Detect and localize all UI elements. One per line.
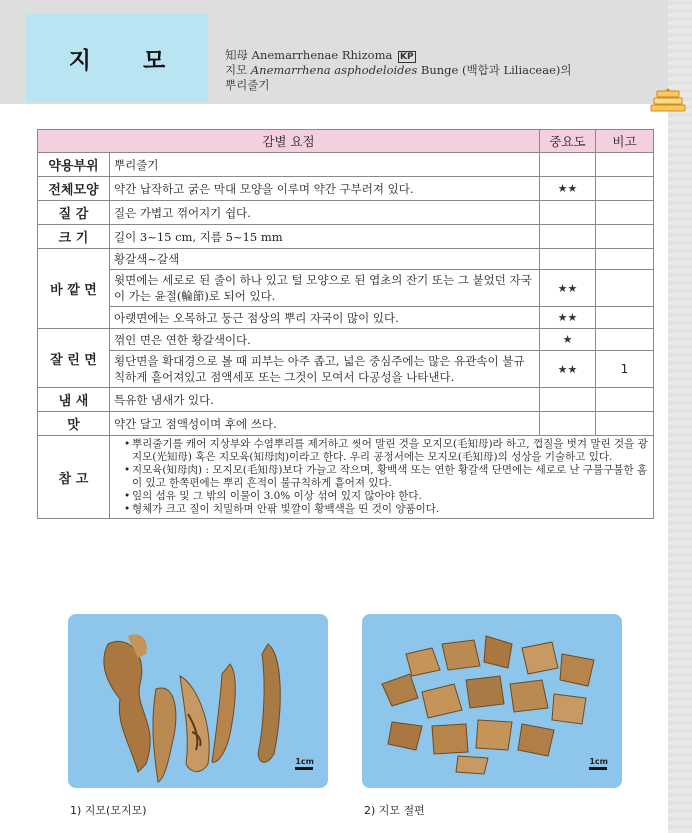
row-label: 전체모양 (38, 177, 110, 201)
row-description: 아랫면에는 오목하고 둥근 점상의 뿌리 자국이 많이 있다. (110, 307, 540, 329)
importance-stars: ★ (540, 329, 596, 351)
definition-line (225, 63, 655, 78)
reference-item: • 형체가 크고 질이 치밀하며 안팎 빛깔이 황백색을 띤 것이 양품이다. (124, 503, 649, 516)
row-description: 특유한 냄새가 있다. (110, 388, 540, 412)
header-key-points: 감별 요점 (38, 130, 540, 153)
reference-item: • 지모육(知母肉) : 모지모(毛知母)보다 가늘고 작으며, 황백색 또는 연한 황갈색 단면에는 세로로 난 구불구불한 홈이 있고 한쪽편에는 뿌리 흔적이 불규칙하게 흩어져 있다. (124, 464, 649, 490)
table-row (38, 201, 654, 225)
row-description: 황갈색~갈색 (110, 249, 540, 270)
row-description: 질은 가볍고 꺾어지기 쉽다. (110, 201, 540, 225)
scale-bar (295, 757, 314, 770)
table-row (38, 388, 654, 412)
row-label: 잘 린 면 (38, 329, 110, 388)
table-row (38, 412, 654, 436)
row-description: 횡단면을 확대경으로 볼 때 피부는 아주 좁고, 넓은 중심주에는 많은 유관속이 불규칙하게 흩어져있고 점액세포 또는 그것이 모여서 다공성을 나타낸다. (110, 351, 540, 388)
definition-species: Anemarrhena asphodeloides (250, 63, 418, 77)
row-description: 윗면에는 세로로 된 줄이 하나 있고 털 모양으로 된 엽초의 잔기 또는 그 붙었던 자국이 가는 윤절(輪節)로 되어 있다. (110, 270, 540, 307)
reference-notes (110, 436, 654, 519)
table-row (38, 307, 654, 329)
table-row (38, 351, 654, 388)
slices-illustration (362, 614, 622, 788)
importance-stars: ★★ (540, 351, 596, 388)
header-remarks: 비고 (596, 130, 654, 153)
row-label: 냄 새 (38, 388, 110, 412)
remark-value: 1 (596, 351, 654, 388)
latin-name: Anemarrhenae Rhizoma (251, 48, 393, 62)
photo-sliced-rhizome (362, 614, 622, 788)
importance-stars: ★★ (540, 270, 596, 307)
row-label: 바 깥 면 (38, 249, 110, 329)
page-edge-strip (668, 0, 692, 833)
row-description: 약간 달고 점액성이며 후에 쓰다. (110, 412, 540, 436)
table-row (38, 225, 654, 249)
table-row (38, 177, 654, 201)
row-label: 맛 (38, 412, 110, 436)
definition-rest: Bunge (백합과 Liliaceae)의 (420, 63, 572, 77)
table-row (38, 249, 654, 270)
name-line (225, 48, 655, 63)
row-label: 질 감 (38, 201, 110, 225)
table-row (38, 329, 654, 351)
scale-label: 1cm (295, 757, 314, 766)
kp-badge: KP (400, 52, 414, 62)
table-row (38, 153, 654, 177)
definition-korean: 지모 (225, 63, 248, 77)
definition-line-2: 뿌리줄기 (225, 78, 270, 92)
row-description: 약간 납작하고 굵은 막대 모양을 이루며 약간 구부러져 있다. (110, 177, 540, 201)
table-row (38, 436, 654, 519)
table-row (38, 270, 654, 307)
herb-stack-icon (648, 86, 688, 114)
identification-table (37, 129, 654, 519)
table-header-row (38, 130, 654, 153)
hanja-name: 知母 (225, 48, 248, 62)
header-importance: 중요도 (540, 130, 596, 153)
row-description: 뿌리줄기 (110, 153, 540, 177)
rhizome-illustration (68, 614, 328, 788)
row-label: 약용부위 (38, 153, 110, 177)
header-info (225, 48, 655, 93)
reference-item: • 뿌리줄기를 캐어 지상부와 수염뿌리를 제거하고 씻어 말린 것을 모지모(毛知母)라 하고, 껍질을 벗겨 말린 것을 광지모(光知母) 혹은 지모육(知母肉)이라고 한다. 우리 공정서에는 모지모(毛知母)의 성상을 기술하고 있다. (124, 438, 649, 464)
scale-label: 1cm (589, 757, 608, 766)
page-title: 지 모 (26, 14, 208, 102)
row-label: 참 고 (38, 436, 110, 519)
row-description: 길이 3~15 cm, 지름 5~15 mm (110, 225, 540, 249)
figure-caption: 1) 지모(모지모) (70, 804, 147, 817)
reference-item: • 잎의 섬유 및 그 밖의 이물이 3.0% 이상 섞여 있지 않아야 한다. (124, 490, 649, 503)
photo-whole-rhizome (68, 614, 328, 788)
importance-stars: ★★ (540, 307, 596, 329)
row-description: 꺾인 면은 연한 황갈색이다. (110, 329, 540, 351)
scale-bar (589, 757, 608, 770)
importance-stars: ★★ (540, 177, 596, 201)
row-label: 크 기 (38, 225, 110, 249)
figure-caption: 2) 지모 절편 (364, 804, 425, 817)
